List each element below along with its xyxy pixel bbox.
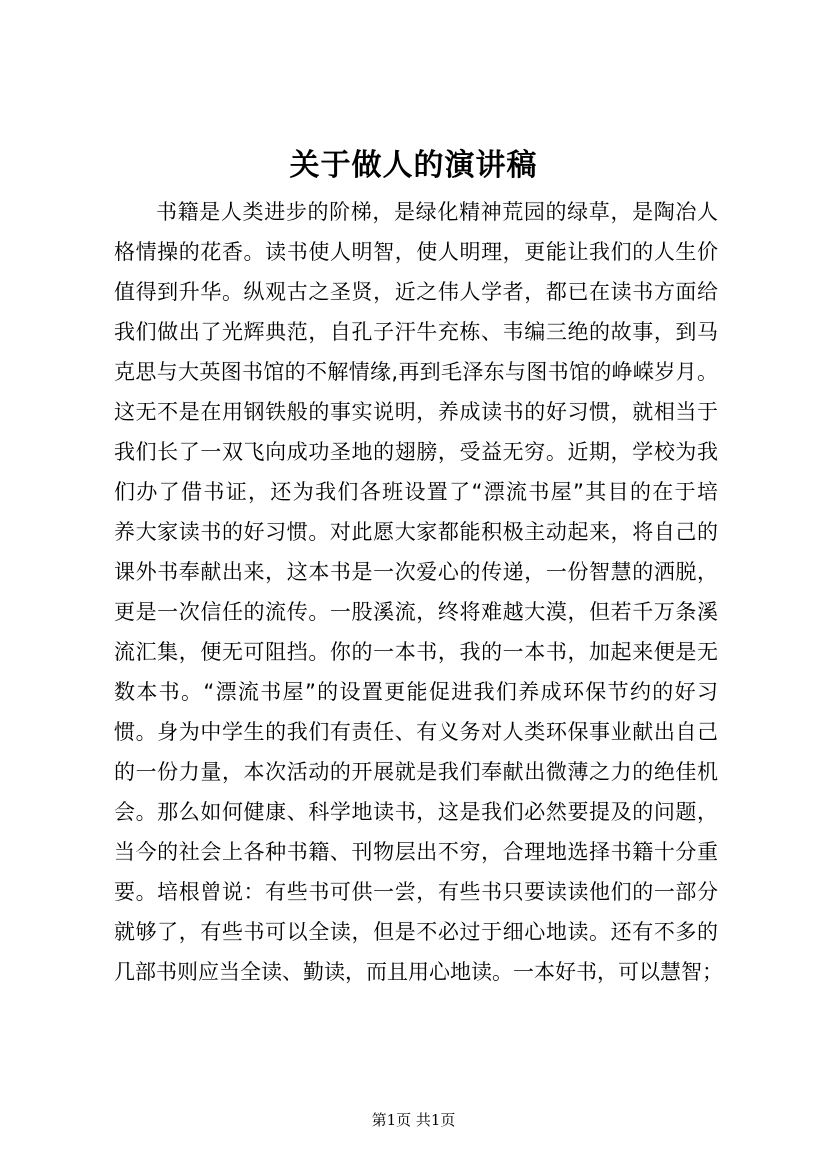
text-line: 值得到升华。纵观古之圣贤，近之伟人学者，都已在读书方面给 <box>114 280 718 304</box>
text-line: 这无不是在用钢铁般的事实说明，养成读书的好习惯，就相当于 <box>114 400 718 424</box>
text-line: 书籍是人类进步的阶梯，是绿化精神荒园的绿草，是陶冶人 <box>156 200 718 224</box>
text-line: 们办了借书证，还为我们各班设置了“漂流书屋”其目的在于培 <box>114 480 718 504</box>
text-line: 几部书则应当全读、勤读，而且用心地读。一本好书，可以慧智； <box>114 960 723 984</box>
text-line: 会。那么如何健康、科学地读书，这是我们必然要提及的问题， <box>114 800 718 824</box>
text-line: 的一份力量，本次活动的开展就是我们奉献出微薄之力的绝佳机 <box>114 760 718 784</box>
text-line: 课外书奉献出来，这本书是一次爱心的传递，一份智慧的洒脱， <box>114 560 718 584</box>
text-line: 格情操的花香。读书使人明智，使人明理，更能让我们的人生价 <box>114 240 718 264</box>
body-paragraph <box>114 192 723 992</box>
text-line: 流汇集，便无可阻挡。你的一本书，我的一本书，加起来便是无 <box>114 640 718 664</box>
text-line: 当今的社会上各种书籍、刊物层出不穷，合理地选择书籍十分重 <box>114 840 718 864</box>
text-line: 就够了，有些书可以全读，但是不必过于细心地读。还有不多的 <box>114 920 718 944</box>
text-line: 克思与大英图书馆的不解情缘,再到毛泽东与图书馆的峥嵘岁月。 <box>114 360 718 384</box>
text-line: 养大家读书的好习惯。对此愿大家都能积极主动起来，将自己的 <box>114 520 718 544</box>
text-line: 更是一次信任的流传。一股溪流，终将难越大漠，但若千万条溪 <box>114 600 718 624</box>
document-title: 关于做人的演讲稿 <box>289 148 538 183</box>
page-footer: 第1页 共1页 <box>371 1111 456 1129</box>
text-line: 要。培根曾说：有些书可供一尝，有些书只要读读他们的一部分 <box>114 880 718 904</box>
text-line: 我们长了一双飞向成功圣地的翅膀，受益无穷。近期，学校为我 <box>114 440 718 464</box>
text-line: 我们做出了光辉典范，自孔子汗牛充栋、韦编三绝的故事，到马 <box>114 320 718 344</box>
text-line: 数本书。“漂流书屋”的设置更能促进我们养成环保节约的好习 <box>114 680 718 704</box>
text-line: 惯。身为中学生的我们有责任、有义务对人类环保事业献出自己 <box>114 720 718 744</box>
